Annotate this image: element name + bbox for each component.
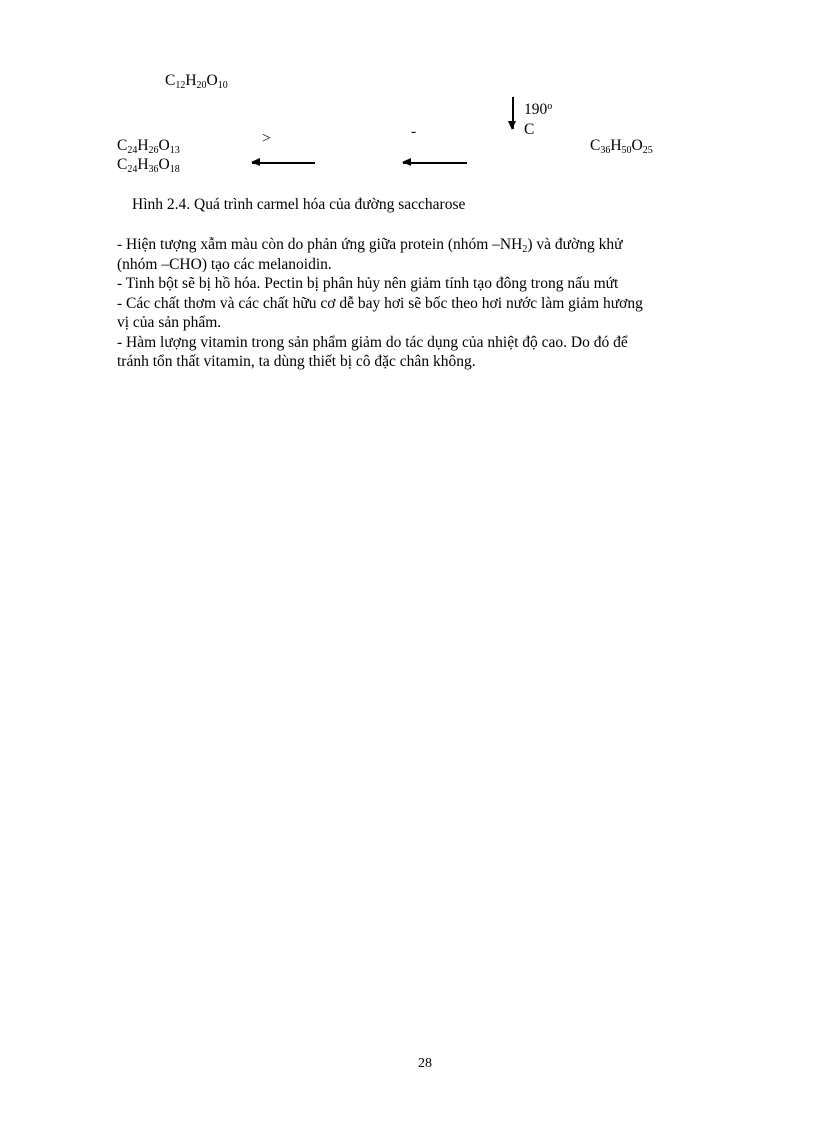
formula-c12h20o10: $C_{12}H_{20}O_{10}$ — [165, 72, 228, 91]
temperature-label: 190$^o$ — [524, 101, 553, 118]
dash-mark: - — [411, 123, 417, 140]
temperature-unit: C — [524, 121, 535, 138]
paragraph-line: vị của sản phẩm. — [117, 314, 222, 331]
left-arrow-icon — [403, 162, 467, 164]
paragraph-line: - Hiện tượng xẫm màu còn do phản ứng giữa protein (nhóm $-NH_2$) và đường khử — [117, 236, 623, 255]
down-arrow-icon — [512, 97, 514, 129]
paragraph-line: - Hàm lượng vitamin trong sản phẩm giảm do tác dụng của nhiệt độ cao. Do đó để — [117, 333, 628, 351]
paragraph-line: - Tinh bột sẽ bị hồ hóa. Pectin bị phân hủy nên giảm tính tạo đông trong nấu mứt — [117, 275, 619, 292]
formula-c24h36o18: $C_{24}H_{36}O_{18}$ — [117, 156, 180, 175]
body-text — [117, 235, 727, 372]
figure-caption: Hình 2.4. Quá trình carmel hóa của đường saccharose — [132, 196, 466, 213]
paragraph-line: tránh tổn thất vitamin, ta dùng thiết bị cô đặc chân không. — [117, 353, 476, 370]
left-arrow-icon — [252, 162, 315, 164]
formula-c24h26o13: $C_{24}H_{26}O_{13}$ — [117, 137, 180, 156]
page-number: 28 — [418, 1056, 432, 1071]
paragraph-line: (nhóm –CHO) tạo các melanoidin. — [117, 255, 332, 273]
paragraph-line: - Các chất thơm và các chất hữu cơ dễ bay hơi sẽ bốc theo hơi nước làm giảm hương — [117, 294, 643, 312]
formula-c36h50o25: $C_{36}H_{50}O_{25}$ — [590, 137, 653, 156]
gt-mark: > — [262, 130, 271, 147]
